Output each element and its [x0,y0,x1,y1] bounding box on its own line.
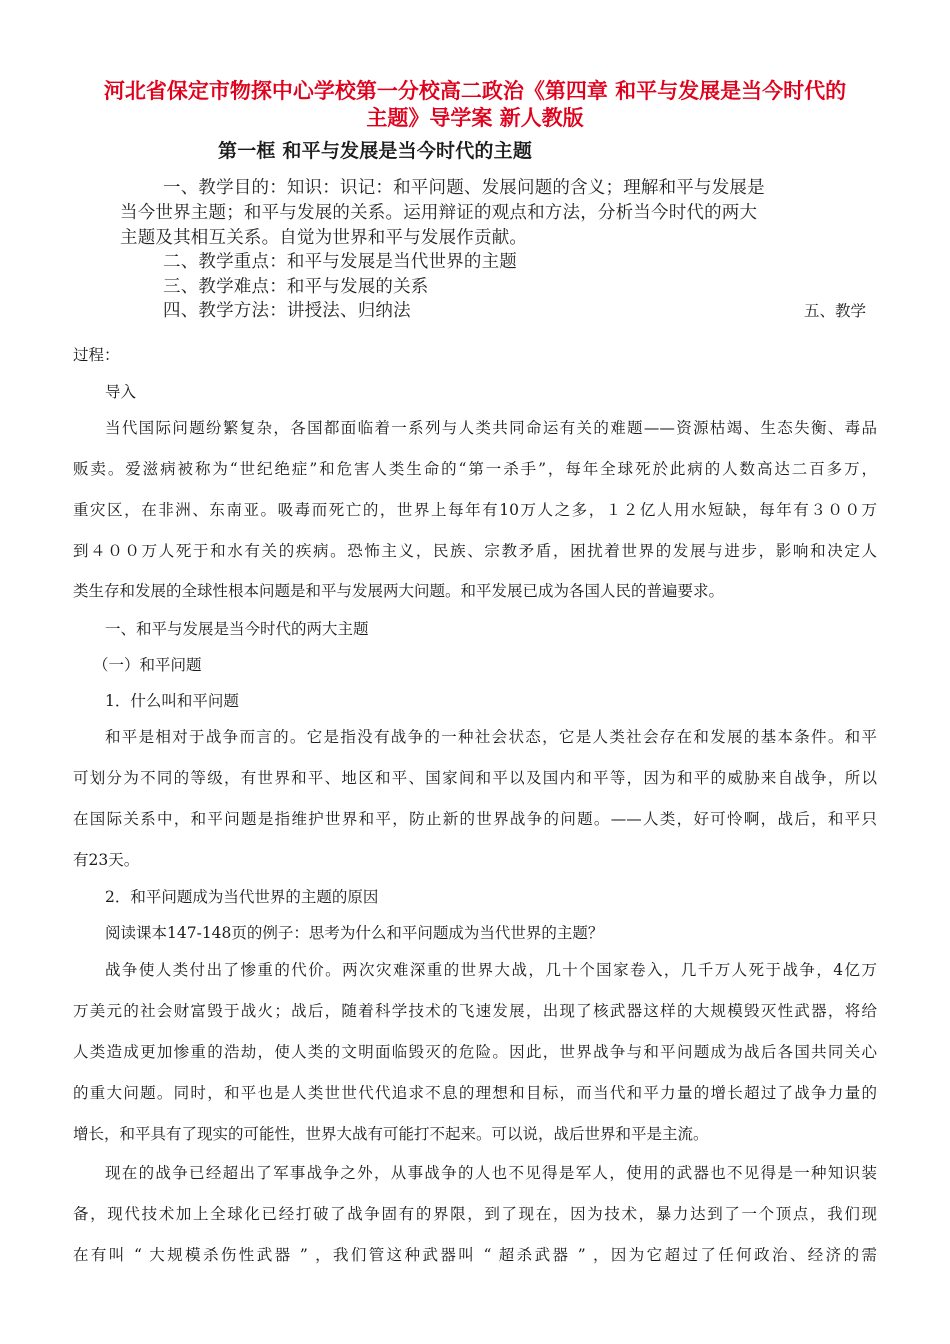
paragraph-line: 有23天。 [73,851,140,869]
paragraph-line: 战争使人类付出了惨重的代价。两次灾难深重的世界大战，几十个国家卷入，几千万人死于战争，4亿万 [105,961,877,979]
paragraph-line: 万美元的社会财富毁于战火；战后，随着科学技术的飞速发展，出现了核武器这样的大规模毁灭性武器，将给 [73,1002,877,1020]
paragraph-line: 贩卖。爱滋病被称为“世纪绝症”和危害人类生命的“第一杀手”，每年全球死於此病的人数高达二百多万， [73,460,877,478]
document-title-line-2: 主题》导学案 新人教版 [366,106,584,130]
reading-prompt: 阅读课本147-148页的例子：思考为什么和平问题成为当代世界的主题？ [105,924,604,942]
question-1-heading: 1．什么叫和平问题 [105,692,239,710]
paragraph-line: 和平是相对于战争而言的。它是指没有战争的一种社会状态，它是人类社会存在和发展的基本条件。和平 [105,728,877,746]
paragraph-line: 在有叫 “ 大规模杀伤性武器 ” ，我们管这种武器叫 “ 超杀武器 ” ，因为它超过了任何政治、经济的需 [73,1246,877,1264]
teaching-goal-line-1: 一、教学目的：知识：识记：和平问题、发展问题的含义；理解和平与发展是 [163,178,765,198]
teaching-method: 四、教学方法：讲授法、归纳法 [163,301,411,321]
teaching-goal-line-2: 当今世界主题；和平与发展的关系。运用辩证的观点和方法，分析当今时代的两大 [120,203,758,223]
teaching-difficulty: 三、教学难点：和平与发展的关系 [163,277,429,297]
question-2-heading: 2．和平问题成为当代世界的主题的原因 [105,888,379,906]
teaching-goal-line-3: 主题及其相互关系。自觉为世界和平与发展作贡献。 [120,228,528,248]
document-title-line-1: 河北省保定市物探中心学校第一分校高二政治《第四章 和平与发展是当今时代的 [103,79,847,103]
paragraph-line: 当代国际问题纷繁复杂，各国都面临着一系列与人类共同命运有关的难题——资源枯竭、生态失衡、毒品 [105,419,877,437]
paragraph-line: 到４００万人死于和水有关的疾病。恐怖主义，民族、宗教矛盾，困扰着世界的发展与进步，影响和决定人 [73,542,877,560]
intro-label: 导入 [105,383,137,401]
section-heading-1: 一、和平与发展是当今时代的两大主题 [105,620,369,638]
paragraph-line: 备，现代技术加上全球化已经打破了战争固有的界限，到了现在，因为技术，暴力达到了一个顶点，我们现 [73,1205,877,1223]
paragraph-line: 重灾区，在非洲、东南亚。吸毒而死亡的，世界上每年有10万人之多，１２亿人用水短缺，每年有３００万 [73,501,877,519]
paragraph-line: 在国际关系中，和平问题是指维护世界和平，防止新的世界战争的问题。——人类，好可怜啊，战后，和平只 [73,810,877,828]
paragraph-line: 现在的战争已经超出了军事战争之外，从事战争的人也不见得是军人，使用的武器也不见得是一种知识装 [105,1164,877,1182]
subsection-heading-peace: （一）和平问题 [93,656,202,674]
step-five-continuation: 过程： [73,346,120,364]
paragraph-line: 增长，和平具有了现实的可能性，世界大战有可能打不起来。可以说，战后世界和平是主流。 [73,1125,709,1143]
paragraph-line: 的重大问题。同时，和平也是人类世世代代追求不息的理想和目标，而当代和平力量的增长超过了战争力量的 [73,1084,877,1102]
paragraph-line: 可划分为不同的等级，有世界和平、地区和平、国家间和平以及国内和平等，因为和平的威胁来自战争，所以 [73,769,877,787]
step-five-label: 五、教学 [804,302,867,320]
teaching-focus: 二、教学重点：和平与发展是当代世界的主题 [163,252,517,272]
section-heading: 第一框 和平与发展是当今时代的主题 [218,140,533,162]
paragraph-line: 类生存和发展的全球性根本问题是和平与发展两大问题。和平发展已成为各国人民的普遍要求。 [73,582,725,600]
paragraph-line: 人类造成更加惨重的浩劫，使人类的文明面临毁灭的危险。因此，世界战争与和平问题成为战后各国共同关心 [73,1043,877,1061]
